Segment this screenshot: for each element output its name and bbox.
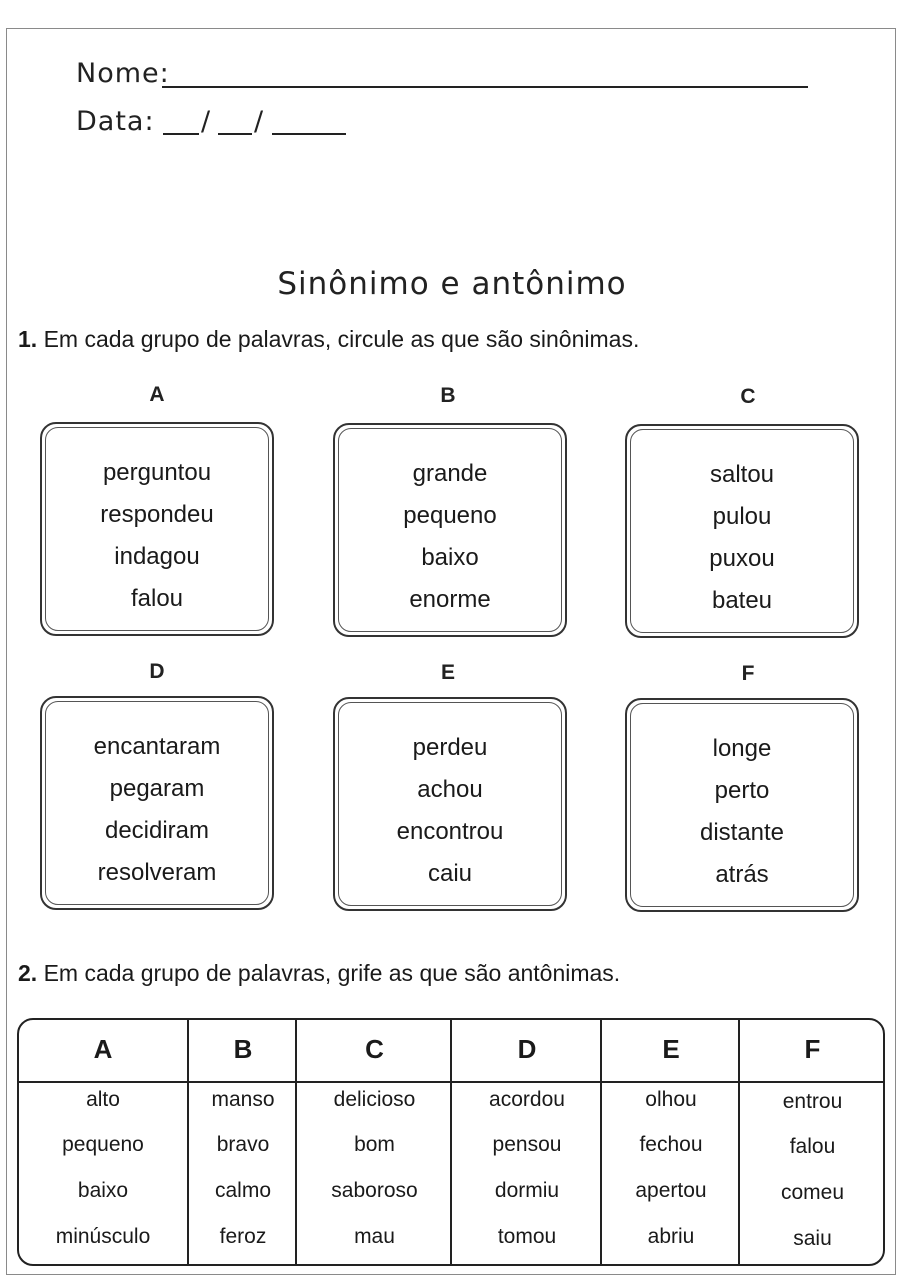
table-word[interactable]: fechou <box>639 1133 703 1156</box>
table-word[interactable]: pequeno <box>62 1133 144 1156</box>
word-item[interactable]: puxou <box>709 545 775 572</box>
word-item[interactable]: baixo <box>421 544 479 571</box>
table-word[interactable]: feroz <box>219 1225 267 1248</box>
word-item[interactable]: pulou <box>712 503 772 530</box>
word-item[interactable]: decidiram <box>104 817 210 844</box>
group-label-c: C <box>740 385 756 408</box>
table-word[interactable]: tomou <box>497 1225 557 1248</box>
antonym-column-c <box>295 1020 452 1264</box>
date-separator: / <box>254 106 265 137</box>
word-item[interactable]: falou <box>130 585 184 612</box>
synonym-group-d <box>40 696 274 910</box>
name-line <box>162 86 808 88</box>
table-word[interactable]: acordou <box>489 1088 565 1111</box>
exercise-1-text: Em cada grupo de palavras, circule as que são sinônimas. <box>43 326 640 352</box>
antonym-column-b <box>187 1020 297 1264</box>
word-item[interactable]: caiu <box>427 860 473 887</box>
table-word[interactable]: alto <box>86 1088 120 1111</box>
word-item[interactable]: perguntou <box>102 459 212 486</box>
table-word[interactable]: delicioso <box>333 1088 416 1111</box>
synonym-group-b <box>333 423 567 637</box>
synonym-group-e <box>333 697 567 911</box>
antonym-column-a <box>19 1020 187 1264</box>
exercise-2-instruction <box>18 960 620 987</box>
column-header-a: A <box>93 1034 113 1064</box>
table-word[interactable]: minúsculo <box>55 1225 151 1248</box>
date-month-line <box>218 133 252 135</box>
date-separator: / <box>201 106 212 137</box>
exercise-2-number: 2. <box>18 960 38 986</box>
table-word[interactable]: mau <box>354 1225 395 1248</box>
word-item[interactable]: grande <box>412 460 488 487</box>
antonym-column-e <box>600 1020 740 1264</box>
table-word[interactable]: bravo <box>216 1133 270 1156</box>
date-label: Data: <box>76 106 155 137</box>
table-word[interactable]: dormiu <box>494 1179 560 1202</box>
word-item[interactable]: perdeu <box>412 734 488 761</box>
table-word[interactable]: pensou <box>492 1133 562 1156</box>
word-item[interactable]: bateu <box>711 587 773 614</box>
synonym-group-c <box>625 424 859 638</box>
word-item[interactable]: enorme <box>409 586 491 613</box>
table-word[interactable]: comeu <box>780 1181 845 1204</box>
word-item[interactable]: pegaram <box>109 775 205 802</box>
table-word[interactable]: manso <box>211 1088 275 1111</box>
word-item[interactable]: perto <box>714 777 770 804</box>
table-word[interactable]: apertou <box>635 1179 707 1202</box>
synonym-group-f <box>625 698 859 912</box>
table-word[interactable]: falou <box>789 1135 836 1158</box>
word-item[interactable]: longe <box>712 735 772 762</box>
word-item[interactable]: achou <box>417 776 483 803</box>
table-word[interactable]: baixo <box>77 1179 129 1202</box>
exercise-2-text: Em cada grupo de palavras, grife as que são antônimas. <box>43 960 621 986</box>
word-item[interactable]: pequeno <box>403 502 497 529</box>
table-word[interactable]: abriu <box>647 1225 695 1248</box>
exercise-1-number: 1. <box>18 326 38 352</box>
word-item[interactable]: encontrou <box>396 818 504 845</box>
word-item[interactable]: resolveram <box>97 859 217 886</box>
date-day-line <box>163 133 199 135</box>
table-word[interactable]: olhou <box>645 1088 697 1111</box>
word-item[interactable]: indagou <box>114 543 200 570</box>
table-word[interactable]: entrou <box>782 1090 843 1113</box>
column-header-b: B <box>233 1034 253 1064</box>
column-header-e: E <box>662 1034 680 1064</box>
antonym-table <box>17 1018 885 1266</box>
word-item[interactable]: distante <box>699 819 785 846</box>
exercise-1-instruction <box>18 326 639 353</box>
word-item[interactable]: encantaram <box>93 733 221 760</box>
column-header-f: F <box>804 1034 821 1064</box>
date-year-line <box>272 133 346 135</box>
group-label-d: D <box>149 660 165 683</box>
group-label-a: A <box>149 383 165 406</box>
table-word[interactable]: saiu <box>793 1227 832 1250</box>
column-header-d: D <box>517 1034 537 1064</box>
table-word[interactable]: saboroso <box>331 1179 418 1202</box>
word-item[interactable]: saltou <box>709 461 775 488</box>
group-label-f: F <box>741 662 755 685</box>
word-item[interactable]: respondeu <box>100 501 214 528</box>
group-label-b: B <box>440 384 456 407</box>
antonym-column-f <box>738 1020 885 1264</box>
synonym-group-a <box>40 422 274 636</box>
table-word[interactable]: calmo <box>214 1179 272 1202</box>
worksheet-title: Sinônimo e antônimo <box>277 266 627 302</box>
word-item[interactable]: atrás <box>715 861 769 888</box>
antonym-column-d <box>450 1020 602 1264</box>
table-word[interactable]: bom <box>354 1133 395 1156</box>
group-label-e: E <box>440 661 455 684</box>
column-header-c: C <box>365 1034 384 1064</box>
name-label: Nome: <box>76 58 170 89</box>
